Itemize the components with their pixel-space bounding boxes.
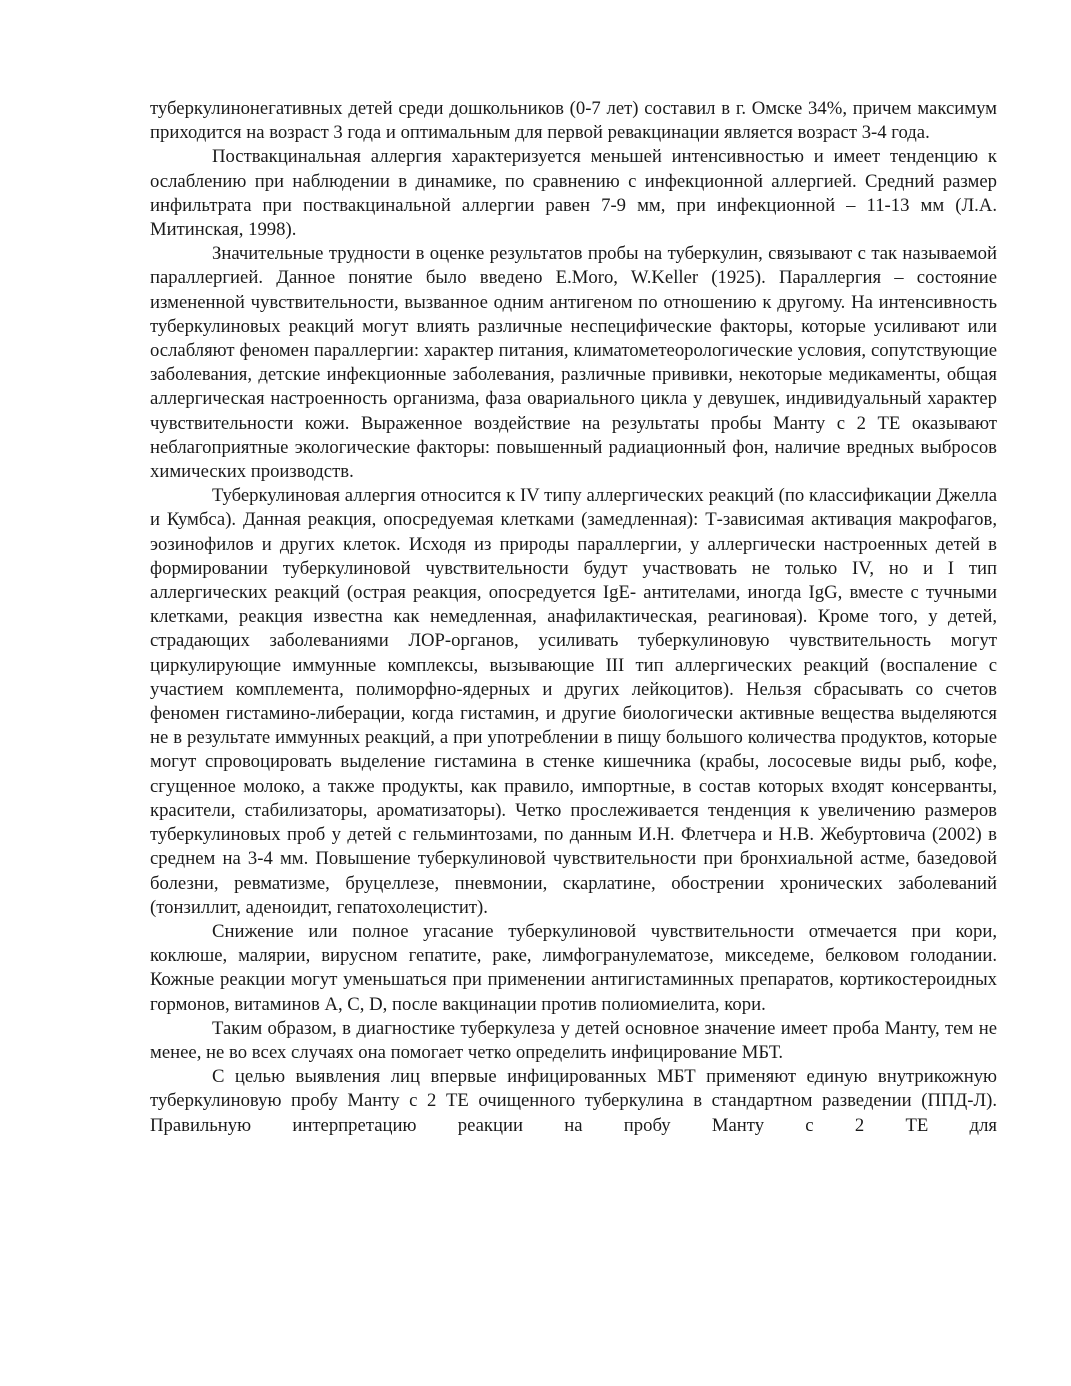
paragraph-postvaccinal-allergy: Поствакцинальная аллергия характеризуется меньшей интенсивностью и имеет тенденцию к ослаблению при наблюдении в динамике, по сравнению с инфекционной аллергией. Средний размер инфильтрата при поствакцинальной аллергии равен 7-9 мм, при инфекционной – 11-13 мм (Л.А. Митинская, 1998). (150, 146, 997, 241)
paragraph-continuation: туберкулинонегативных детей среди дошкольников (0-7 лет) составил в г. Омске 34%, причем максимум приходится на возраст 3 года и оптимальным для первой ревакцинации является возраст 3-4 года. (150, 98, 997, 144)
document-page (150, 97, 997, 1138)
paragraph-mantoux-test: С целью выявления лиц впервые инфицированных МБТ применяют единую внутрикожную туберкулиновую пробу Манту с 2 ТЕ очищенного туберкулина в стандартном разведении (ППД-Л). Правильную интерпретацию реакции на пробу Манту с 2 ТЕ для (150, 1066, 997, 1136)
paragraph-parallergy: Значительные трудности в оценке результатов пробы на туберкулин, связывают с так называемой параллергией. Данное понятие было введено E.Moro, W.Keller (1925). Параллергия – состояние измененной чувствительности, вызванное одним антигеном по отношению к другому. На интенсивность туберкулиновых реакций могут влиять различные неспецифические факторы, которые усиливают или ослабляют феномен параллергии: характер питания, климатометеорологические условия, сопутствующие заболевания, детские инфекционные заболевания, различные прививки, некоторые медикаменты, общая аллергическая настроенность организма, фаза овариального цикла у девушек, индивидуальный характер чувствительности кожи. Выраженное воздействие на результаты пробы Манту с 2 ТЕ оказывают неблагоприятные экологические факторы: повышенный радиационный фон, наличие вредных выбросов химических производств. (150, 243, 997, 483)
paragraph-sensitivity-decrease: Снижение или полное угасание туберкулиновой чувствительности отмечается при кори, коклюше, малярии, вирусном гепатите, раке, лимфогранулематозе, микседеме, белковом голодании. Кожные реакции могут уменьшаться при применении антигистаминных препаратов, кортикостероидных гормонов, витаминов А, С, D, после вакцинации против полиомиелита, кори. (150, 920, 997, 1015)
paragraph-tuberculin-allergy-type: Туберкулиновая аллергия относится к IV типу аллергических реакций (по классификации Джелла и Кумбса). Данная реакция, опосредуемая клетками (замедленная): Т-зависимая активация макрофагов, эозинофилов и других клеток. Исходя из природы параллергии, у аллергически настроенных детей в формировании туберкулиновой чувствительности будут участвовать не только IV, но и I тип аллергических реакций (острая реакция, опосредуется IgE- антителами, иногда IgG, вместе с тучными клетками, реакция известна как немедленная, анафилактическая, реагиновая). Кроме того, у детей, страдающих заболеваниями ЛОР-органов, усиливать туберкулиновую чувствительность могут циркулирующие иммунные комплексы, вызывающие III тип аллергических реакций (воспаление с участием комплемента, полиморфно-ядерных и других лейкоцитов). Нельзя сбрасывать со счетов феномен гистамино-либерации, когда гистамин, и другие биологически активные вещества выделяются не в результате иммунных реакций, а при употреблении в пищу большого количества продуктов, которые могут спровоцировать выделение гистамина в стенке кишечника (крабы, лососевые виды рыб, кофе, сгущенное молоко, а также продукты, как правило, импортные, в состав которых входят консерванты, красители, стабилизаторы, ароматизаторы). Четко прослеживается тенденция к увеличению размеров туберкулиновых проб у детей с гельминтозами, по данным И.Н. Флетчера и Н.В. Жебуртовича (2002) в среднем на 3-4 мм. Повышение туберкулиновой чувствительности при бронхиальной астме, базедовой болезни, ревматизме, бруцеллезе, пневмонии, скарлатине, обострении хронических заболеваний (тонзиллит, аденоидит, гепатохолецистит). (150, 485, 997, 918)
paragraph-mantoux-diagnostics: Таким образом, в диагностике туберкулеза у детей основное значение имеет проба Манту, тем не менее, не во всех случаях она помогает четко определить инфицирование МБТ. (150, 1017, 997, 1063)
